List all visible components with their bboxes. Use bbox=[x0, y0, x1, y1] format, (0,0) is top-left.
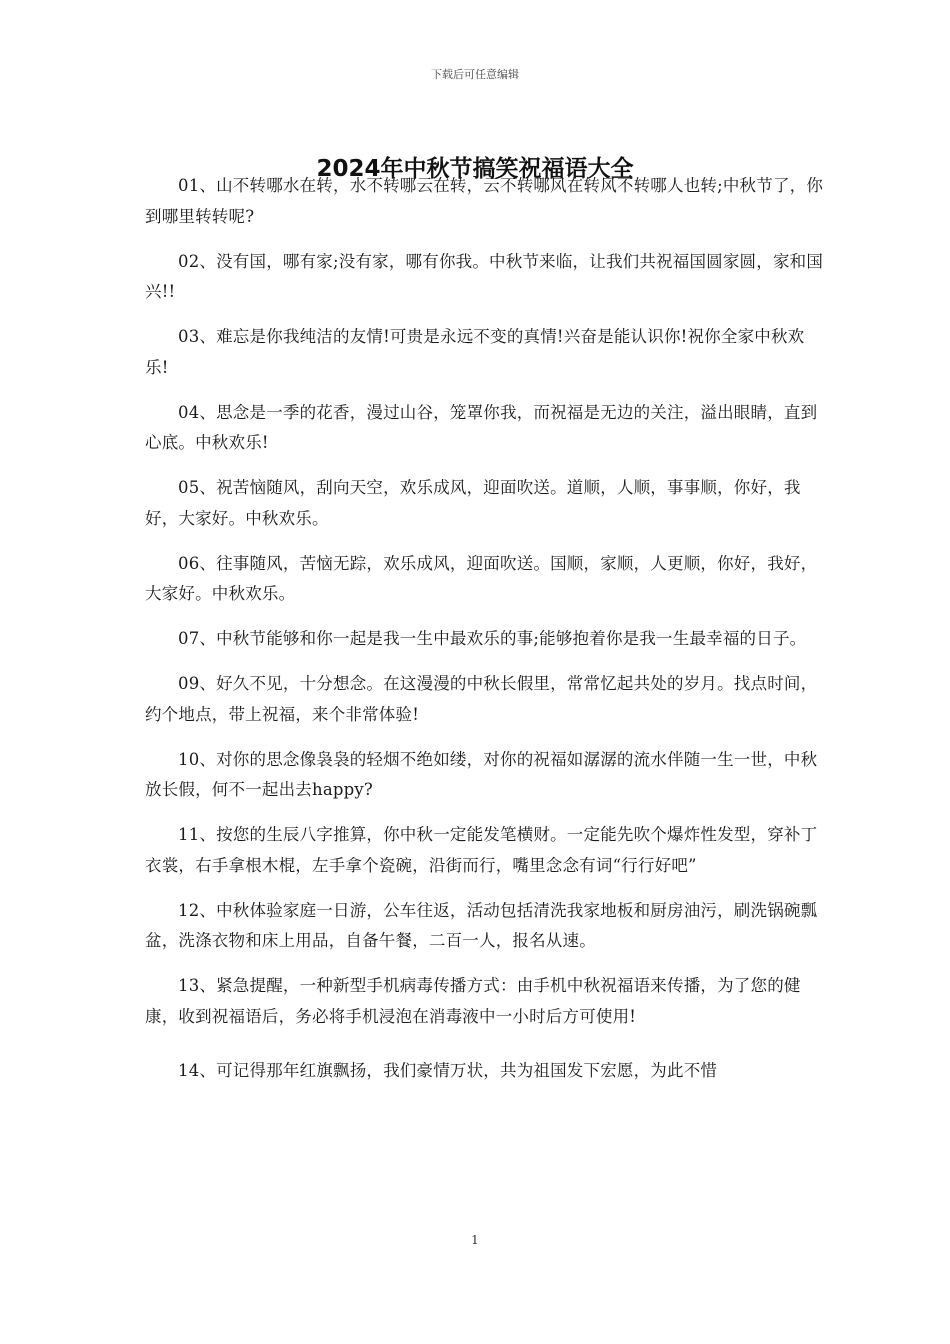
paragraph: 09、好久不见，十分想念。在这漫漫的中秋长假里，常常忆起共处的岁月。找点时间，约个地点，带上祝福，来个非常体验! bbox=[145, 674, 818, 724]
paragraph: 02、没有国，哪有家;没有家，哪有你我。中秋节来临，让我们共祝福国圆家圆，家和国兴!! bbox=[145, 251, 824, 301]
paragraph: 12、中秋体验家庭一日游，公车往返，活动包括清洗我家地板和厨房油污，刷洗锅碗瓢盆，洗涤衣物和床上用品，自备午餐，二百一人，报名从速。 bbox=[145, 900, 818, 950]
paragraph: 14、可记得那年红旗飘扬，我们豪情万状，共为祖国发下宏愿，为此不惜 bbox=[178, 1061, 718, 1080]
document-title: 2024年中秋节搞笑祝福语大全 bbox=[316, 156, 634, 182]
paragraph: 03、难忘是你我纯洁的友情!可贵是永远不变的真情!兴奋是能认识你!祝你全家中秋欢乐! bbox=[145, 327, 805, 377]
paragraph: 10、对你的思念像袅袅的轻烟不绝如缕，对你的祝福如潺潺的流水伴随一生一世，中秋放长假，何不一起出去happy? bbox=[145, 749, 818, 799]
document-body bbox=[145, 171, 825, 1101]
paragraph: 11、按您的生辰八字推算，你中秋一定能发笔横财。一定能先吹个爆炸性发型，穿补丁衣裳，右手拿根木棍，左手拿个瓷碗，沿街而行，嘴里念念有词“行行好吧” bbox=[145, 825, 818, 875]
page-number: 1 bbox=[471, 1233, 479, 1247]
paragraph: 13、紧急提醒，一种新型手机病毒传播方式：由手机中秋祝福语来传播，为了您的健康，收到祝福语后，务必将手机浸泡在消毒液中一小时后方可使用! bbox=[145, 976, 801, 1026]
paragraph: 06、往事随风，苦恼无踪，欢乐成风，迎面吹送。国顺，家顺，人更顺，你好，我好，大家好。中秋欢乐。 bbox=[145, 553, 818, 603]
paragraph: 05、祝苦恼随风，刮向天空，欢乐成风，迎面吹送。道顺，人顺，事事顺，你好，我好，大家好。中秋欢乐。 bbox=[145, 478, 801, 528]
paragraph: 04、思念是一季的花香，漫过山谷，笼罩你我，而祝福是无边的关注，溢出眼睛，直到心底。中秋欢乐! bbox=[145, 402, 818, 452]
paragraph: 01、山不转哪水在转，水不转哪云在转，云不转哪风在转风不转哪人也转;中秋节了，你到哪里转转呢? bbox=[145, 176, 824, 226]
page-header: 下载后可任意编辑 bbox=[431, 68, 519, 81]
paragraph: 07、中秋节能够和你一起是我一生中最欢乐的事;能够抱着你是我一生最幸福的日子。 bbox=[178, 629, 807, 648]
